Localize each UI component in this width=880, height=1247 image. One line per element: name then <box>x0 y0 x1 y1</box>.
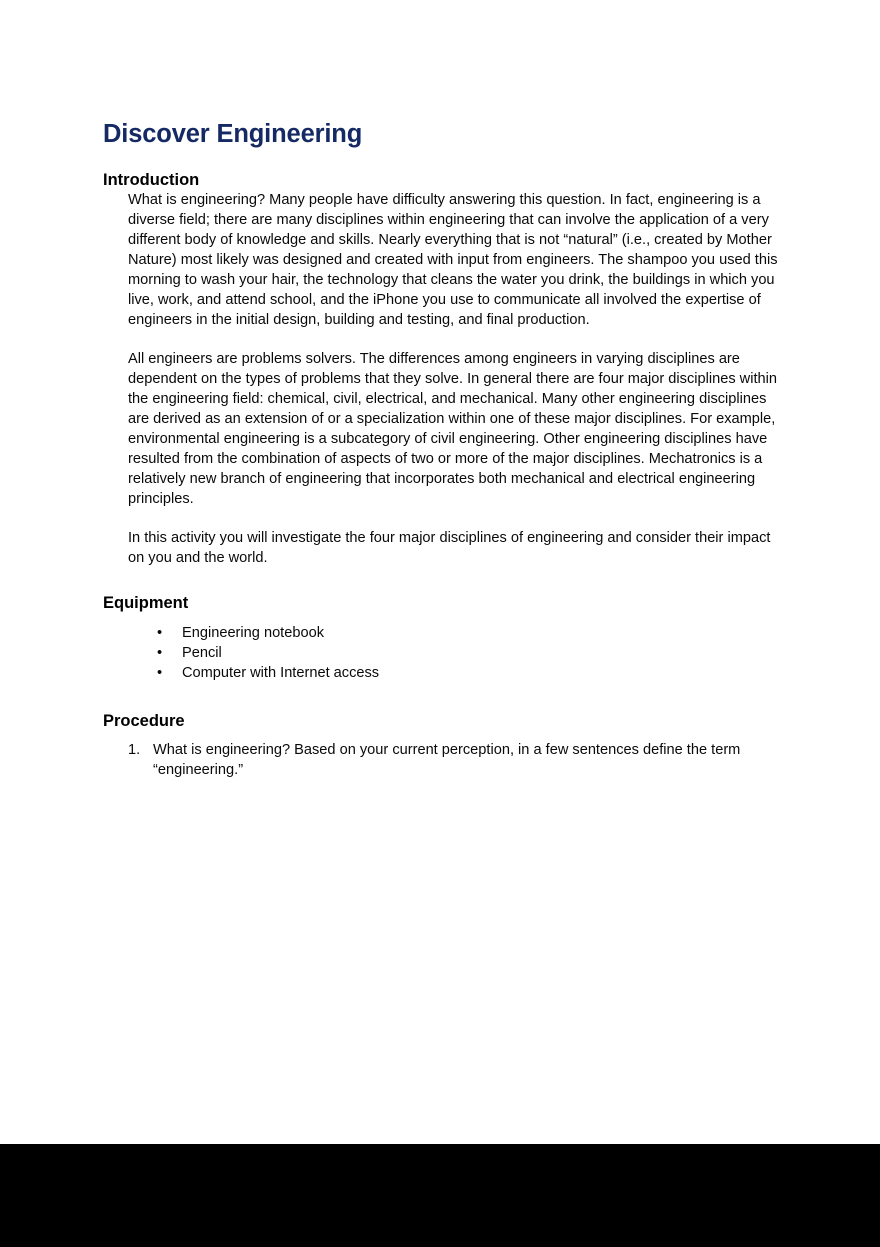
footer-black-bar <box>0 1144 880 1247</box>
list-item <box>103 740 793 780</box>
equipment-list <box>103 623 793 683</box>
list-item <box>103 663 793 683</box>
document-content <box>103 120 793 780</box>
introduction-body <box>128 190 778 568</box>
introduction-paragraph-2: All engineers are problems solvers. The differences among engineers in varying disciplines are dependent on the types of problems that they solve. In general there are four major disciplines within the engineering field: chemical, civil, electrical, and mechanical. Many other engineering disciplines are derived as an extension of or a specialization within one of these major disciplines. For example, environmental engineering is a subcategory of civil engineering. Other engineering disciplines have resulted from the combination of aspects of two or more of the major disciplines. Mechatronics is a relatively new branch of engineering that incorporates both mechanical and electrical engineering principles. <box>128 351 777 508</box>
section-heading-equipment: Equipment <box>103 594 189 613</box>
list-item-label: What is engineering? Based on your current perception, in a few sentences define the term “engineering.” <box>153 741 741 778</box>
bullet-icon: • <box>157 665 163 682</box>
procedure-list <box>103 740 793 780</box>
list-item <box>103 643 793 663</box>
introduction-paragraph-3: In this activity you will investigate the four major disciplines of engineering and consider their impact on you and the world. <box>128 530 771 567</box>
list-item-label: Engineering notebook <box>182 625 324 642</box>
bullet-icon: • <box>157 645 163 662</box>
introduction-paragraph-1: What is engineering? Many people have difficulty answering this question. In fact, engineering is a diverse field; there are many disciplines within engineering that can involve the application of a very different body of knowledge and skills. Nearly everything that is not “natural” (i.e., created by Mother Nature) most likely was designed and created with input from engineers. The shampoo you used this morning to wash your hair, the technology that cleans the water you drink, the buildings in which you live, work, and attend school, and the iPhone you use to communicate all involved the expertise of engineers in the initial design, building and testing, and final production. <box>128 192 778 329</box>
list-item-label: Pencil <box>182 645 222 662</box>
list-item-label: Computer with Internet access <box>182 665 380 682</box>
list-item-number: 1. <box>128 741 141 758</box>
section-heading-introduction: Introduction <box>103 170 200 189</box>
section-heading-procedure: Procedure <box>103 712 185 731</box>
bullet-icon: • <box>157 625 163 642</box>
list-item <box>103 623 793 643</box>
page-title: Discover Engineering <box>103 120 363 148</box>
